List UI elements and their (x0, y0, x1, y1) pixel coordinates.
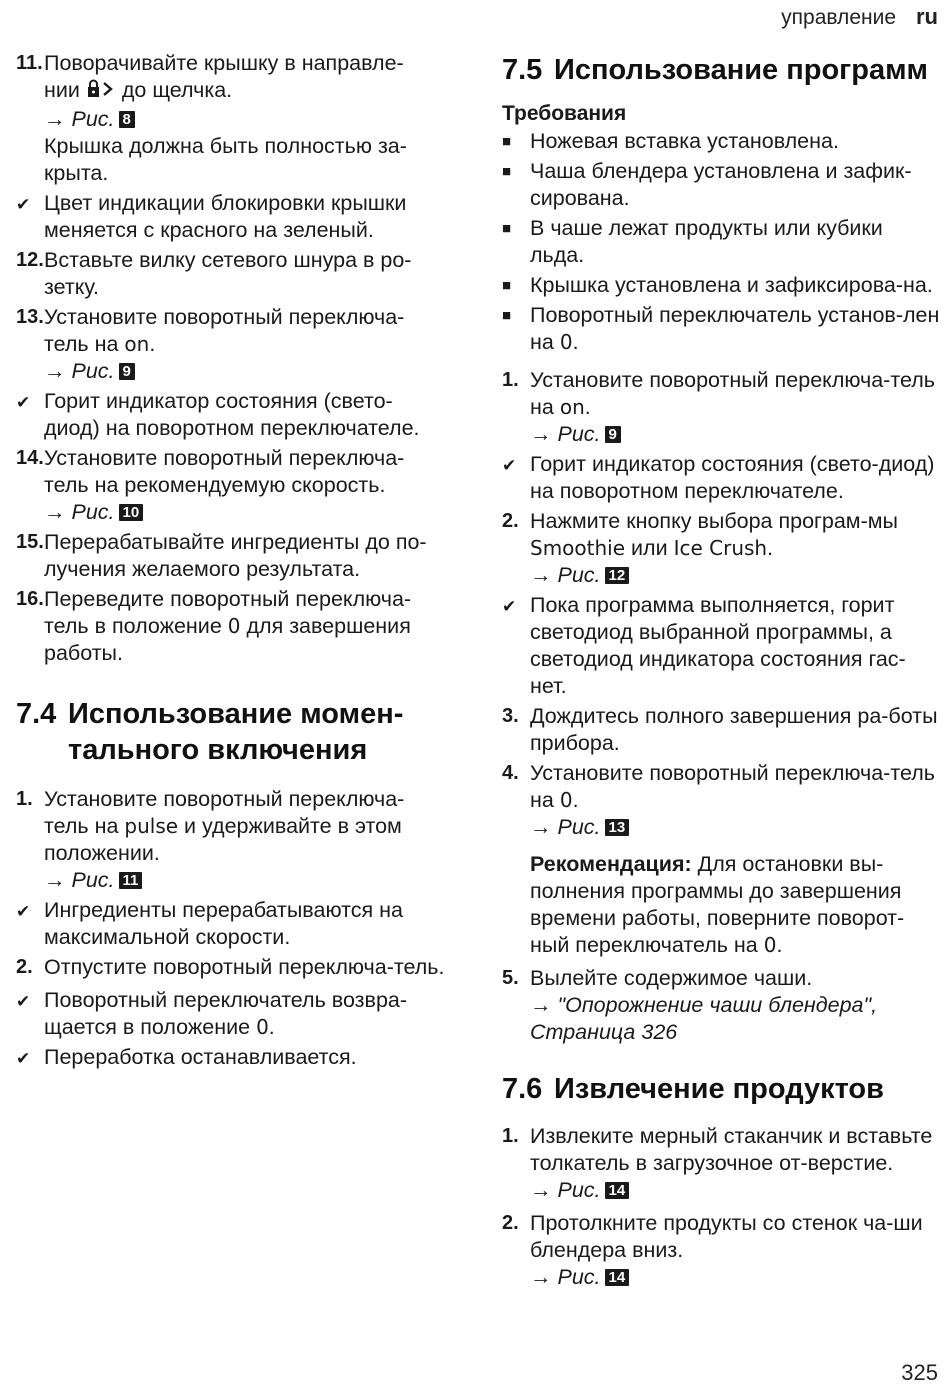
step-note: Крышка должна быть полностью за-крыта. (44, 134, 407, 185)
result-text: Цвет индикации блокировки крышки меняется с красного на зеленый. (44, 191, 407, 242)
step-13: 13. Установите поворотный переключа-тель на on. → Рис. 9 (16, 304, 446, 385)
step-16: 16. Переведите поворотный переключа-тель в положение 0 для завершения работы. (16, 587, 412, 665)
recommendation-text: Для остановки вы-полнения программы до завершения времени работы, поверните поворот-ный переключатель на (530, 852, 905, 957)
figure-reference: → Рис. 9 (44, 358, 446, 385)
step-5 (502, 965, 942, 1046)
page-number: 325 (901, 1360, 938, 1385)
step-number: 16. (16, 588, 44, 610)
figure-number: 8 (119, 111, 135, 128)
step-number: 2. (16, 956, 33, 978)
step-text: Установите поворотный переключа-тель на рекомендуемую скорость. (44, 446, 405, 497)
figure-number: 9 (119, 363, 135, 380)
right-column (502, 52, 942, 1294)
step-number: 15. (16, 531, 44, 553)
step-text: Установите поворотный переключа-тель на (44, 305, 405, 356)
step-number: 1. (502, 1125, 519, 1147)
figure-reference: → Рис. 14 (530, 1264, 942, 1291)
section-title: Использование программ (554, 54, 929, 86)
left-column (16, 50, 446, 1074)
step-1 (502, 1123, 942, 1204)
figure-reference: → Рис. 14 (530, 1177, 942, 1204)
step-number: 3. (502, 705, 519, 727)
step-text: Извлеките мерный стаканчик и вставьте толкатель в загрузочное от-верстие. (530, 1124, 933, 1175)
page-reference-link[interactable]: → "Опорожнение чаши блендера", Страница 326 (530, 993, 878, 1044)
figure-reference: → Рис. 9 (530, 421, 942, 448)
checkmark-icon: ✔ (16, 1049, 31, 1068)
section-name: управление (781, 6, 896, 29)
section-number: 7.4 (16, 698, 57, 730)
result-text: Поворотный переключатель возвра-щается в положение (44, 988, 408, 1039)
result-item (502, 592, 942, 700)
checkmark-icon: ✔ (16, 902, 31, 921)
checkmark-icon: ✔ (16, 195, 31, 214)
figure-reference: → Рис. 13 (530, 814, 942, 841)
section-title: Использование момен-тального включения (68, 698, 404, 766)
step-number: 13. (16, 306, 44, 328)
keyword: 0 (227, 614, 241, 638)
step-text: Поворачивайте крышку в направле- (44, 51, 404, 75)
figure-number: 14 (605, 1182, 630, 1199)
step-number: 2. (502, 1212, 519, 1234)
checkmark-icon: ✔ (16, 992, 31, 1011)
step-number: 4. (502, 762, 519, 784)
keyword: Smoothie (530, 536, 626, 560)
step-number: 2. (502, 510, 519, 532)
result-item (16, 1044, 446, 1071)
keyword: 0 (256, 1015, 269, 1039)
result-item (502, 451, 942, 505)
step-number: 12. (16, 249, 44, 271)
figure-reference: → Рис. 11 (44, 867, 446, 894)
result-text: Переработка останавливается. (44, 1045, 357, 1069)
keyword: 0 (559, 788, 573, 812)
step-text: Вставьте вилку сетевого шнура в ро-зетку. (44, 248, 412, 299)
result-item (16, 388, 446, 442)
keyword: pulse (124, 814, 179, 838)
figure-reference: → Рис. 12 (530, 562, 942, 589)
step-4: 4. Установите поворотный переключа-тель на 0. → Рис. 13 (502, 760, 942, 841)
section-heading-7-6 (502, 1071, 942, 1107)
bullet-square-icon: ■ (502, 220, 512, 237)
step-15 (16, 529, 446, 583)
step-text: Отпустите поворотный переключа-тель. (44, 955, 445, 979)
step-text: Протолкните продукты со стенок ча-ши блендера вниз. (530, 1211, 923, 1262)
step-text: Перерабатывайте ингредиенты до по-лучения желаемого результата. (44, 530, 427, 581)
step-number: 1. (16, 788, 33, 810)
result-text: Горит индикатор состояния (свето-диод) на поворотном переключателе. (44, 389, 420, 440)
step-14 (16, 445, 446, 526)
figure-number: 11 (119, 872, 143, 889)
lock-rotate-icon (86, 79, 116, 106)
section-title: Извлечение продуктов (554, 1073, 884, 1105)
step-3 (502, 703, 942, 757)
step-1: 1. Установите поворотный переключа-тель на on. → Рис. 9 (502, 367, 942, 448)
figure-number: 13 (605, 819, 630, 836)
step-text-2: нии (44, 78, 80, 102)
requirement-item: ■ Ножевая вставка установлена. (502, 129, 839, 153)
requirements-heading: Требования (502, 102, 627, 125)
page-header (781, 4, 938, 30)
requirement-item: ■ Поворотный переключатель установ-лен на 0. (502, 303, 940, 354)
step-number: 5. (502, 967, 519, 989)
recommendation-label: Рекомендация: (530, 852, 692, 876)
recommendation-note: Рекомендация: Для остановки вы-полнения программы до завершения времени работы, поверните поворот-ный переключатель на 0. (530, 852, 905, 957)
figure-number: 14 (605, 1269, 630, 1286)
result-text: Горит индикатор состояния (свето-диод) на поворотном переключателе. (530, 452, 935, 503)
step-1: 1. Установите поворотный переключа-тель на pulse и удерживайте в этом положении. → Рис. 11 (16, 786, 446, 894)
language-code: ru (916, 4, 938, 29)
keyword: on (559, 395, 585, 419)
section-heading-7-5 (502, 52, 942, 88)
step-text: Установите поворотный переключа-тель на (530, 368, 935, 419)
step-12 (16, 247, 446, 301)
step-2: 2. Нажмите кнопку выбора програм-мы Smoothie или Ice Crush. → Рис. 12 (502, 508, 942, 589)
step-text: Установите поворотный переключа-тель на (530, 761, 935, 812)
bullet-square-icon: ■ (502, 307, 512, 324)
result-item (16, 190, 446, 244)
step-text: Дождитесь полного завершения ра-боты прибора. (530, 704, 938, 755)
checkmark-icon: ✔ (16, 393, 31, 412)
step-11 (16, 50, 446, 187)
step-text: Установите поворотный переключа-тель на (44, 787, 405, 838)
figure-reference: → Рис. 8 (44, 106, 446, 133)
step-number: 1. (502, 369, 519, 391)
step-2 (502, 1210, 942, 1291)
keyword: Ice Crush (673, 536, 768, 560)
checkmark-icon: ✔ (502, 597, 517, 616)
step-number: 14. (16, 447, 44, 469)
keyword: on (124, 332, 150, 356)
result-item (16, 897, 446, 951)
keyword: 0 (559, 330, 573, 354)
figure-number: 12 (605, 567, 630, 584)
bullet-square-icon: ■ (502, 133, 512, 150)
keyword: 0 (763, 933, 777, 957)
figure-number: 10 (119, 504, 144, 521)
bullet-square-icon: ■ (502, 163, 512, 180)
result-text: Ингредиенты перерабатываются на максимальной скорости. (44, 898, 403, 949)
figure-number: 9 (605, 426, 621, 443)
checkmark-icon: ✔ (502, 456, 517, 475)
result-text: Пока программа выполняется, горит светодиод выбранной программы, а светодиод индикатора состояния гас-нет. (530, 593, 906, 698)
step-number: 11. (16, 52, 43, 74)
result-item: ✔ Поворотный переключатель возвра-щается в положение 0. (16, 988, 408, 1039)
step-2 (16, 954, 446, 981)
step-text: Вылейте содержимое чаши. (530, 966, 813, 990)
figure-reference: → Рис. 10 (44, 499, 446, 526)
section-number: 7.5 (502, 54, 543, 86)
section-heading-7-4 (16, 696, 446, 768)
step-text: Нажмите кнопку выбора програм-мы (530, 509, 898, 533)
requirement-item: ■ В чаше лежат продукты или кубики льда. (502, 216, 883, 267)
section-number: 7.6 (502, 1073, 543, 1105)
requirement-item: ■ Крышка установлена и зафиксирова-на. (502, 273, 933, 297)
bullet-square-icon: ■ (502, 277, 512, 294)
step-text: Переведите поворотный переключа-тель в положение (44, 587, 412, 638)
requirement-item: ■ Чаша блендера установлена и зафик-сирована. (502, 159, 912, 210)
step-text-3: до щелчка. (121, 78, 233, 102)
